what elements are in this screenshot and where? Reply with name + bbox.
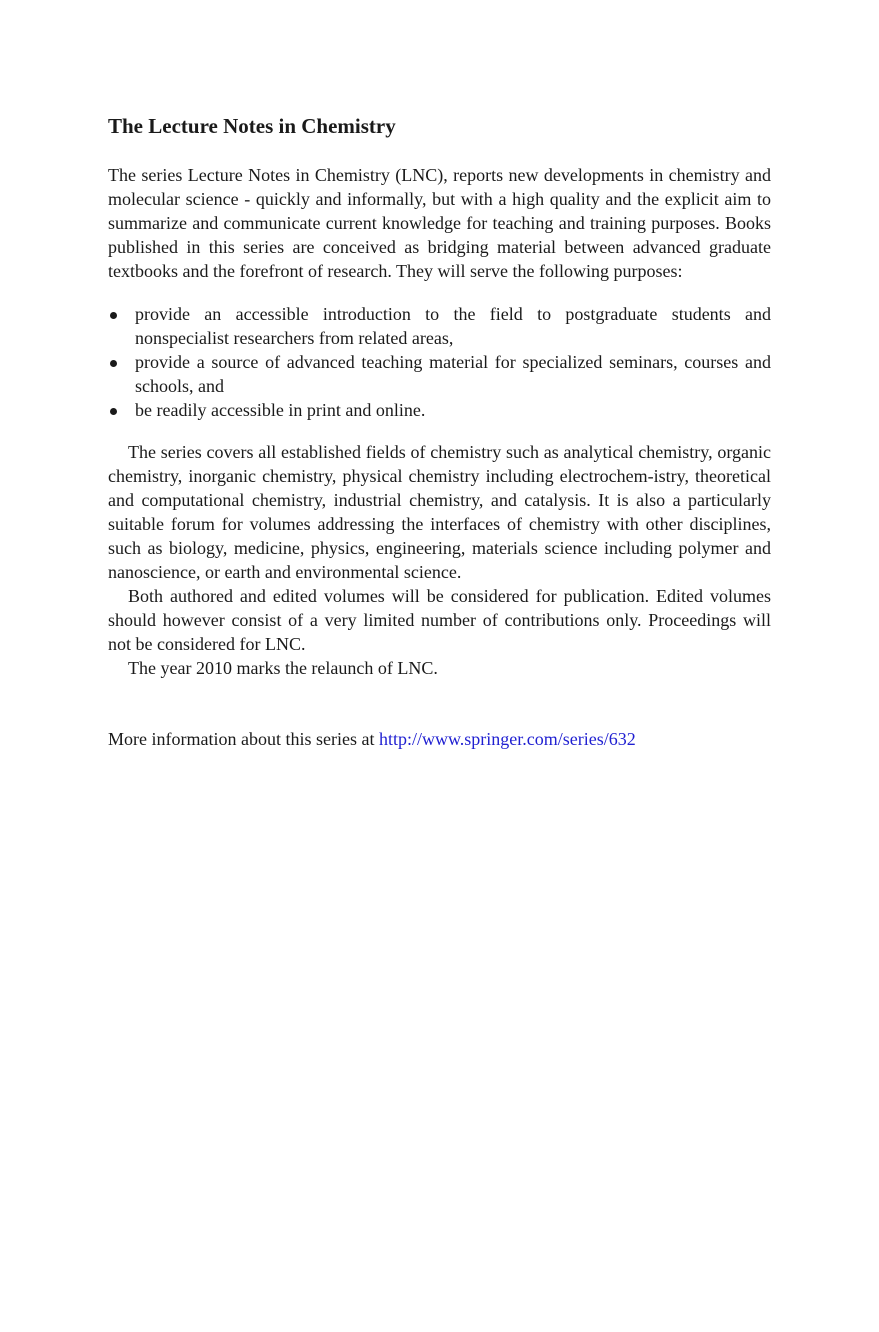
list-item-text: provide a source of advanced teaching material for specialized seminars, courses and schools, and (135, 352, 771, 396)
intro-paragraph: The series Lecture Notes in Chemistry (LNC), reports new developments in chemistry and molecular science - quickly and informally, but with a high quality and the explicit aim to summarize and communicate current knowledge for teaching and training purposes. Books published in this series are conceived as bridging material between advanced graduate textbooks and the forefront of research. They will serve the following purposes: (108, 165, 771, 281)
purpose-list (108, 302, 771, 422)
list-item (108, 350, 771, 398)
bullet-icon (110, 408, 117, 415)
more-info-line (108, 727, 771, 751)
list-item-text: provide an accessible introduction to the field to postgraduate students and nonspecialist researchers from related areas, (135, 304, 771, 348)
list-item (108, 398, 771, 422)
list-item-text: be readily accessible in print and online. (135, 400, 426, 420)
bullet-icon (110, 312, 117, 319)
document-page (108, 112, 771, 751)
body-paragraph: Both authored and edited volumes will be considered for publication. Edited volumes should however consist of a very limited number of contributions only. Proceedings will not be considered for LNC. (108, 586, 771, 654)
body-paragraph: The year 2010 marks the relaunch of LNC. (128, 658, 438, 678)
list-item (108, 302, 771, 350)
body-paragraph: The series covers all established fields of chemistry such as analytical chemistry, organic chemistry, inorganic chemistry, physical chemistry including electrochem-istry, theoretical and computational chemistry, industrial chemistry, and catalysis. It is also a particularly suitable forum for volumes addressing the interfaces of chemistry with other disciplines, such as biology, medicine, physics, engineering, materials science including polymer and nanoscience, or earth and environmental science. (108, 442, 771, 582)
bullet-icon (110, 360, 117, 367)
more-info-text: More information about this series at (108, 729, 379, 749)
page-title: The Lecture Notes in Chemistry (108, 114, 396, 138)
series-link[interactable]: http://www.springer.com/series/632 (378, 729, 636, 749)
